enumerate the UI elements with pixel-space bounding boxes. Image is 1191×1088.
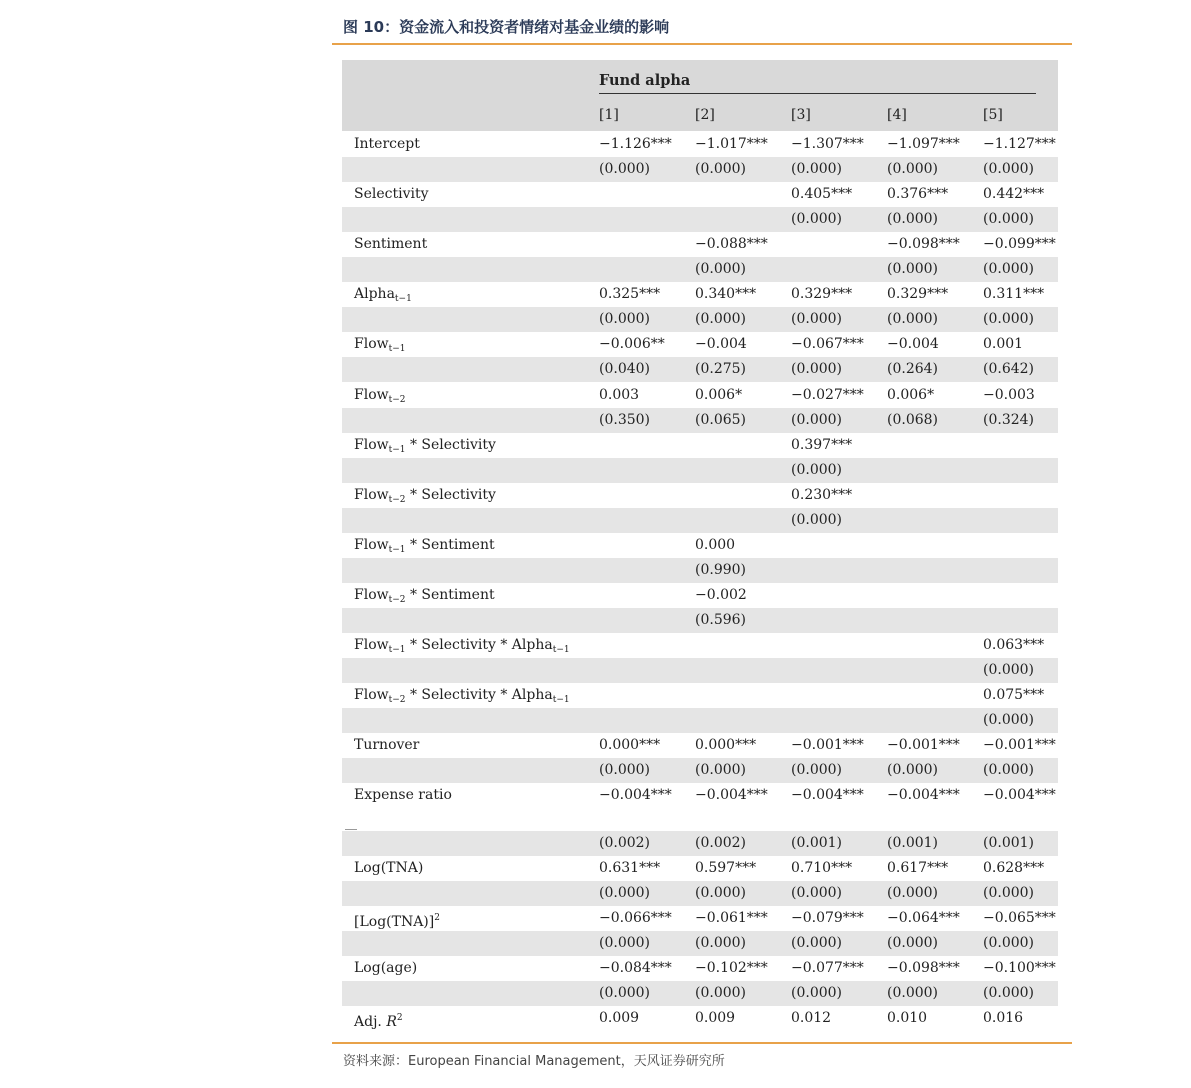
- row-label: Selectivity: [354, 186, 429, 203]
- table-cell: (0.000): [791, 161, 843, 178]
- table-cell: (0.000): [791, 211, 843, 228]
- row-label: Log(TNA): [354, 860, 424, 877]
- table-cell: −0.004: [887, 336, 939, 353]
- source-note: 资料来源：European Financial Management，天风证券研究所: [343, 1054, 725, 1069]
- table-row: [342, 633, 1058, 658]
- top-divider: [332, 43, 1072, 45]
- table-cell: (0.000): [887, 261, 939, 278]
- column-header: [2]: [695, 107, 715, 123]
- table-cell: 0.006*: [887, 386, 935, 403]
- row-label: Log(age): [354, 960, 418, 977]
- table-cell: 0.000***: [599, 737, 661, 754]
- table-row: [342, 433, 1058, 458]
- gap-dash: [345, 829, 357, 830]
- table-cell: −0.088***: [695, 236, 768, 253]
- table-cell: −1.126***: [599, 136, 672, 152]
- table-row: [342, 408, 1058, 433]
- table-cell: (0.000): [983, 211, 1035, 228]
- table-row: [342, 881, 1058, 906]
- table-cell: 0.631***: [599, 860, 661, 877]
- table-row: [342, 307, 1058, 332]
- header-underline: [599, 93, 1036, 94]
- table-cell: (0.000): [791, 411, 843, 428]
- table-cell: (0.000): [791, 935, 843, 952]
- table-cell: (0.000): [695, 311, 747, 328]
- table-cell: (0.001): [791, 835, 843, 851]
- table-cell: (0.000): [791, 762, 843, 779]
- table-cell: (0.000): [599, 161, 651, 178]
- row-label: Adj. $R^2$: [354, 1013, 403, 1031]
- row-label: Flow$_{t-2}$: [354, 386, 406, 405]
- column-header: [1]: [599, 107, 619, 123]
- table-cell: (0.000): [983, 712, 1035, 729]
- table-cell: −0.004***: [887, 787, 960, 804]
- table-cell: (0.000): [695, 161, 747, 178]
- table-cell: (0.000): [695, 261, 747, 278]
- table-cell: (0.000): [791, 511, 843, 528]
- table-cell: −0.061***: [695, 910, 768, 927]
- row-label: Flow$_{t-2}$ * Selectivity: [354, 486, 496, 505]
- table-cell: 0.329***: [887, 286, 949, 303]
- table-cell: −1.307***: [791, 136, 864, 152]
- table-cell: −0.004***: [599, 787, 672, 804]
- table-row: [342, 357, 1058, 382]
- table-row: [342, 483, 1058, 508]
- table-cell: (0.000): [983, 762, 1035, 779]
- table-cell: (0.264): [887, 361, 939, 378]
- column-header: [5]: [983, 107, 1003, 123]
- table-cell: (0.000): [791, 361, 843, 378]
- row-label: Flow$_{t-2}$ * Selectivity * Alpha$_{t-1}$: [354, 687, 570, 706]
- table-row: [342, 508, 1058, 533]
- table-cell: 0.006*: [695, 386, 743, 403]
- table-cell: (0.350): [599, 411, 651, 428]
- column-header: [3]: [791, 107, 811, 123]
- table-row: [342, 733, 1058, 758]
- table-cell: (0.000): [983, 261, 1035, 278]
- table-header: [342, 60, 1058, 131]
- table-cell: (0.001): [983, 835, 1035, 851]
- table-cell: 0.325***: [599, 286, 661, 303]
- table-cell: (0.001): [887, 835, 939, 851]
- figure-title: 图 10：资金流入和投资者情绪对基金业绩的影响: [343, 18, 670, 36]
- table-cell: (0.000): [695, 935, 747, 952]
- table-row: [342, 931, 1058, 956]
- bottom-divider: [332, 1042, 1072, 1044]
- table-cell: 0.003: [599, 386, 640, 403]
- table-row: [342, 831, 1058, 856]
- table-cell: (0.000): [887, 161, 939, 178]
- column-header: [4]: [887, 107, 907, 123]
- table-cell: −0.065***: [983, 910, 1056, 927]
- table-cell: 0.376***: [887, 186, 949, 203]
- table-row: [342, 1006, 1058, 1031]
- table-row: [342, 558, 1058, 583]
- table-cell: (0.000): [887, 985, 939, 1002]
- row-label: Turnover: [354, 737, 420, 754]
- table-gap: [342, 805, 1058, 831]
- table-cell: −0.099***: [983, 236, 1056, 253]
- table-row: [342, 533, 1058, 558]
- table-cell: 0.009: [599, 1010, 640, 1027]
- table-cell: (0.000): [887, 935, 939, 952]
- table-cell: 0.397***: [791, 436, 853, 453]
- table-cell: −0.027***: [791, 386, 864, 403]
- table-cell: (0.000): [599, 311, 651, 328]
- table-cell: (0.000): [887, 211, 939, 228]
- table-row: [342, 956, 1058, 981]
- table-cell: 0.597***: [695, 860, 757, 877]
- table-cell: (0.000): [983, 161, 1035, 178]
- table-cell: 0.016: [983, 1010, 1024, 1027]
- table-cell: −1.127***: [983, 136, 1056, 152]
- table-cell: −0.084***: [599, 960, 672, 977]
- table-cell: −0.100***: [983, 960, 1056, 977]
- table-cell: (0.275): [695, 361, 747, 378]
- table-cell: (0.642): [983, 361, 1035, 378]
- table-row: [342, 906, 1058, 931]
- table-cell: −0.098***: [887, 960, 960, 977]
- table-cell: −0.004***: [695, 787, 768, 804]
- table-cell: −0.004: [695, 336, 747, 353]
- table-cell: 0.442***: [983, 186, 1045, 203]
- table-row: [342, 458, 1058, 483]
- table-cell: 0.063***: [983, 637, 1045, 653]
- table-cell: (0.002): [695, 835, 747, 851]
- table-cell: (0.040): [599, 361, 651, 378]
- table-cell: (0.000): [791, 461, 843, 478]
- table-cell: −1.097***: [887, 136, 960, 152]
- table-cell: (0.000): [983, 985, 1035, 1002]
- table-row: [342, 608, 1058, 633]
- table-cell: (0.068): [887, 411, 939, 428]
- row-label: Flow$_{t-2}$ * Sentiment: [354, 586, 495, 605]
- row-label: $[Log(TNA)]^2$: [354, 913, 440, 931]
- table-cell: (0.000): [983, 935, 1035, 952]
- row-label: Intercept: [354, 136, 420, 152]
- row-label: Sentiment: [354, 236, 428, 253]
- table-cell: −0.004***: [983, 787, 1056, 804]
- table-cell: (0.000): [791, 885, 843, 902]
- table-cell: 0.009: [695, 1010, 736, 1027]
- table-cell: (0.000): [599, 885, 651, 902]
- table-cell: −0.066***: [599, 910, 672, 927]
- table-cell: (0.065): [695, 411, 747, 428]
- table-row: [342, 583, 1058, 608]
- table-cell: 0.340***: [695, 286, 757, 303]
- table-cell: (0.000): [983, 885, 1035, 902]
- table-cell: (0.000): [599, 935, 651, 952]
- table-row: [342, 157, 1058, 182]
- table-row: [342, 783, 1058, 808]
- table-row: [342, 683, 1058, 708]
- table-cell: 0.075***: [983, 687, 1045, 704]
- table-row: [342, 758, 1058, 783]
- table-cell: (0.000): [887, 762, 939, 779]
- table-cell: −0.001***: [887, 737, 960, 754]
- table-row: [342, 132, 1058, 157]
- table-cell: 0.329***: [791, 286, 853, 303]
- table-cell: (0.000): [599, 985, 651, 1002]
- table-cell: 0.311***: [983, 286, 1045, 303]
- table-cell: −0.064***: [887, 910, 960, 927]
- table-cell: 0.617***: [887, 860, 949, 877]
- table-row: [342, 658, 1058, 683]
- table-cell: (0.000): [695, 762, 747, 779]
- table-cell: (0.990): [695, 561, 747, 578]
- table-cell: (0.000): [887, 311, 939, 328]
- table-row: [342, 182, 1058, 207]
- table-cell: 0.710***: [791, 860, 853, 877]
- table-row: [342, 257, 1058, 282]
- table-cell: −0.001***: [791, 737, 864, 754]
- table-row: [342, 981, 1058, 1006]
- table-cell: −0.098***: [887, 236, 960, 253]
- table-cell: 0.010: [887, 1010, 928, 1027]
- table-row: [342, 708, 1058, 733]
- table-cell: 0.000: [695, 536, 736, 553]
- table-cell: (0.000): [599, 762, 651, 779]
- table-cell: 0.001: [983, 336, 1024, 353]
- table-cell: −0.067***: [791, 336, 864, 353]
- table-row: [342, 383, 1058, 408]
- table-cell: −0.079***: [791, 910, 864, 927]
- table-cell: −0.077***: [791, 960, 864, 977]
- table-cell: −0.102***: [695, 960, 768, 977]
- table-cell: −0.001***: [983, 737, 1056, 754]
- table-cell: (0.000): [887, 885, 939, 902]
- table-cell: 0.230***: [791, 486, 853, 503]
- table-cell: 0.405***: [791, 186, 853, 203]
- table-cell: 0.012: [791, 1010, 832, 1027]
- table-cell: −0.003: [983, 386, 1035, 403]
- table-cell: (0.000): [983, 311, 1035, 328]
- table-row: [342, 232, 1058, 257]
- row-label: Flow$_{t-1}$: [354, 336, 406, 355]
- table-cell: (0.000): [695, 885, 747, 902]
- table-cell: −1.017***: [695, 136, 768, 152]
- table-row: [342, 856, 1058, 881]
- table-cell: 0.000***: [695, 737, 757, 754]
- table-cell: (0.596): [695, 611, 747, 628]
- regression-table: [342, 60, 1058, 1035]
- table-cell: −0.004***: [791, 787, 864, 804]
- table-cell: (0.000): [695, 985, 747, 1002]
- table-cell: −0.006**: [599, 336, 665, 353]
- table-cell: 0.628***: [983, 860, 1045, 877]
- table-row: [342, 207, 1058, 232]
- row-label: Flow$_{t-1}$ * Sentiment: [354, 536, 495, 555]
- table-cell: −0.002: [695, 586, 747, 603]
- table-cell: (0.000): [983, 662, 1035, 679]
- table-cell: (0.324): [983, 411, 1035, 428]
- table-cell: (0.000): [791, 311, 843, 328]
- row-label: Flow$_{t-1}$ * Selectivity: [354, 436, 496, 455]
- table-cell: (0.000): [791, 985, 843, 1002]
- table-row: [342, 332, 1058, 357]
- row-label: Alpha$_{t-1}$: [354, 286, 412, 305]
- row-label: Flow$_{t-1}$ * Selectivity * Alpha$_{t-1}$: [354, 637, 570, 655]
- table-row: [342, 282, 1058, 307]
- header-title: Fund alpha: [599, 72, 691, 89]
- row-label: Expense ratio: [354, 787, 452, 804]
- table-cell: (0.002): [599, 835, 651, 851]
